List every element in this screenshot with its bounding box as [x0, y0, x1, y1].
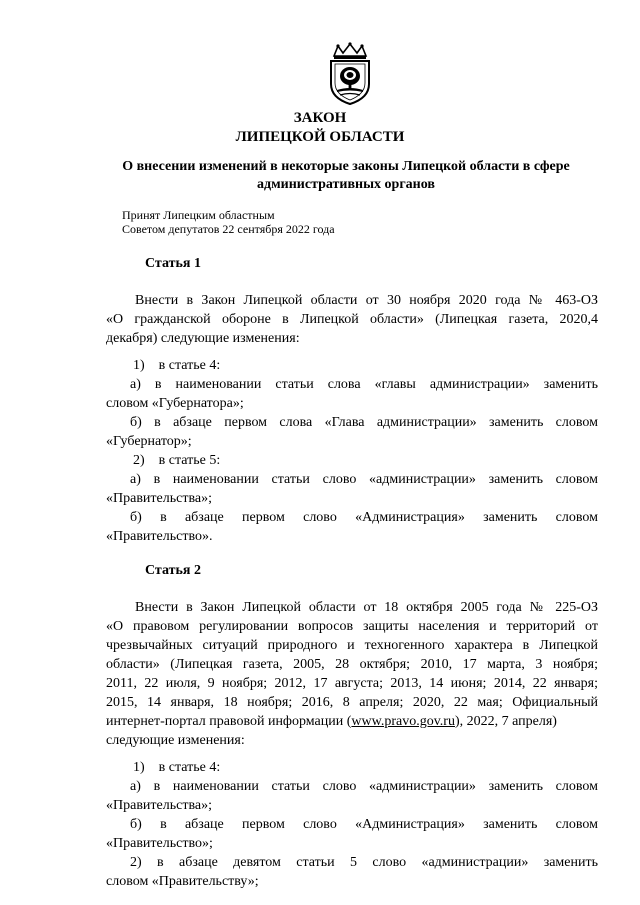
- paragraph-line: а) в наименовании статьи слово «администрации» заменить словом: [130, 472, 598, 487]
- paragraph-line: словом «Губернатора»;: [106, 396, 244, 411]
- list-item: [133, 451, 598, 470]
- paragraph-line: «Правительства»;: [106, 491, 212, 506]
- paragraph-line: Внести в Закон Липецкой области от 18 октября 2005 года № 225-ОЗ: [135, 600, 598, 615]
- list-item: [133, 356, 598, 375]
- paragraph-line: чрезвычайных ситуаций природного и техногенного характера в Липецкой: [106, 638, 598, 653]
- article-1-title: Статья 1: [145, 256, 201, 271]
- list-item-text: в статье 5:: [158, 453, 221, 468]
- paragraph-text: интернет-портал правовой информации (: [106, 714, 352, 729]
- list-number: 1): [133, 760, 145, 775]
- paragraph-line: а) в наименовании статьи слова «главы администрации» заменить: [130, 377, 598, 392]
- article-2-title: Статья 2: [145, 563, 201, 578]
- list-number: 2): [133, 453, 145, 468]
- paragraph-line: «Правительство».: [106, 529, 213, 544]
- region-title: ЛИПЕЦКОЙ ОБЛАСТИ: [235, 129, 405, 145]
- paragraph-line: 2015, 14 января, 18 ноября; 2016, 8 апреля; 2020, 22 мая; Официальный: [106, 695, 598, 710]
- paragraph-line: «О гражданской обороне в Липецкой области» (Липецкая газета, 2020,4: [106, 312, 598, 327]
- law-heading: [96, 158, 596, 194]
- paragraph-text: ), 2022, 7 апреля): [454, 714, 557, 729]
- paragraph-line: «Губернатор»;: [106, 434, 192, 449]
- pravo-portal-link[interactable]: www.pravo.gov.ru: [351, 714, 455, 729]
- paragraph-line: [106, 712, 598, 731]
- paragraph-line: Внести в Закон Липецкой области от 30 ноября 2020 года № 463-ОЗ: [135, 293, 598, 308]
- list-number: 1): [133, 358, 145, 373]
- paragraph-line: б) в абзаце первом слово «Администрация» заменить словом: [130, 510, 598, 525]
- list-item: [133, 758, 598, 777]
- law-heading-line: О внесении изменений в некоторые законы Липецкой области в сфере: [122, 159, 570, 174]
- list-item-text: в статье 4:: [158, 760, 221, 775]
- paragraph-line: 2) в абзаце девятом статьи 5 слово «администрации» заменить: [130, 855, 598, 870]
- paragraph-line: «Правительство»;: [106, 836, 213, 851]
- paragraph-line: словом «Правительству»;: [106, 874, 259, 889]
- paragraph-line: декабря) следующие изменения:: [106, 331, 300, 346]
- paragraph-line: «Правительства»;: [106, 798, 212, 813]
- paragraph-line: 2011, 22 июля, 9 ноября; 2012, 17 августа; 2013, 14 июня; 2014, 22 января;: [106, 676, 598, 691]
- adoption-note-line: Советом депутатов 22 сентября 2022 года: [122, 222, 335, 236]
- paragraph-line: б) в абзаце первом слово «Администрация» заменить словом: [130, 817, 598, 832]
- paragraph-line: следующие изменения:: [106, 733, 245, 748]
- paragraph-line: «О правовом регулировании вопросов защиты населения и территорий от: [106, 619, 598, 634]
- paragraph-line: б) в абзаце первом слова «Глава администрации» заменить словом: [130, 415, 598, 430]
- adoption-note-line: Принят Липецким областным: [122, 208, 275, 222]
- paragraph-line: области» (Липецкая газета, 2005, 28 октября; 2010, 17 марта, 3 ноября;: [106, 657, 598, 672]
- list-item-text: в статье 4:: [158, 358, 221, 373]
- paragraph-line: а) в наименовании статьи слово «администрации» заменить словом: [130, 779, 598, 794]
- law-heading-line: административных органов: [257, 177, 435, 192]
- coat-of-arms-icon: [326, 42, 374, 106]
- document-type-title: ЗАКОН: [293, 110, 347, 126]
